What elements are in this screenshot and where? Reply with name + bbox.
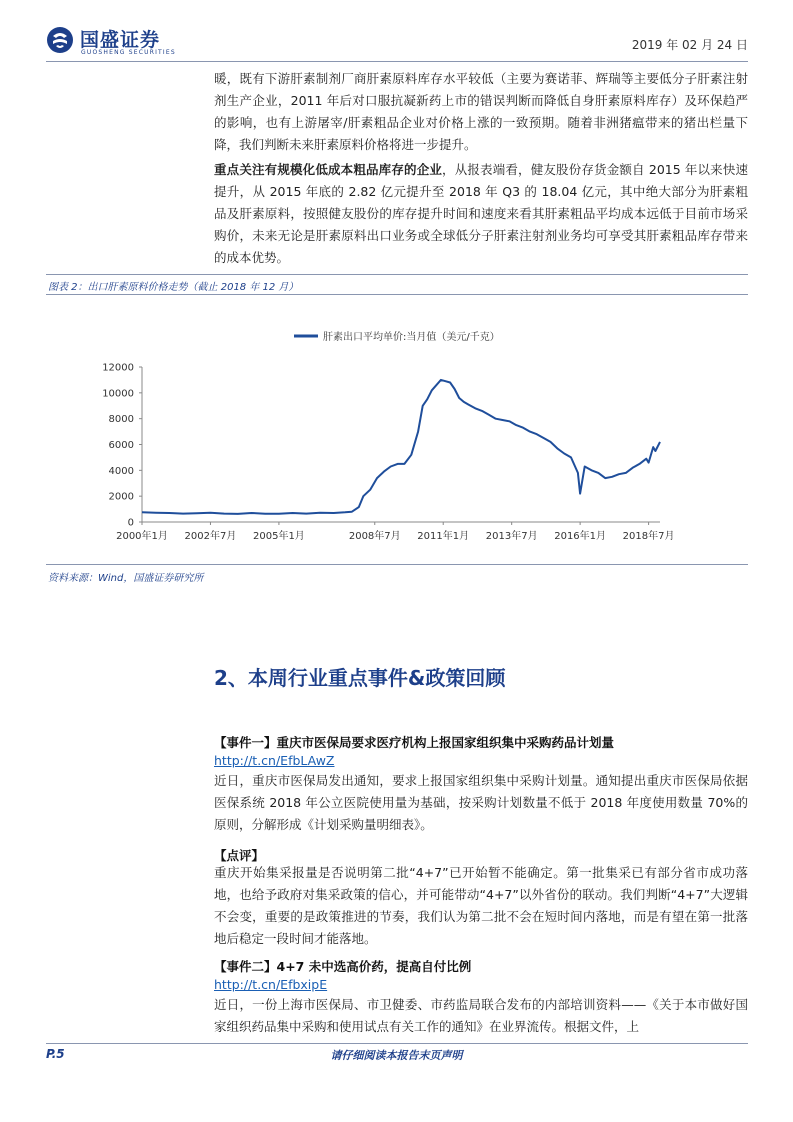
event-1-text: 近日，重庆市医保局发出通知，要求上报国家组织集中采购计划量。通知提出重庆市医保局依据医保系统 2018 年公立医院使用量为基础，按采购计划数量不低于 2018 年度使用数量 70%的原则，分解形成《计划采购量明细表》。 [214, 773, 748, 832]
figure-bottom-divider [46, 564, 748, 565]
figure-title: 图表 2：出口肝素原料价格走势（截止 2018 年 12 月） [48, 282, 299, 293]
logo-subtitle: GUOSHENG SECURITIES [81, 49, 176, 56]
y-tick-label: 0 [127, 517, 134, 529]
x-tick-label: 2013年7月 [485, 531, 538, 542]
paragraph-2-text: ，从报表端看，健友股份存货金额自 2015 年以来快速提升，从 2015 年底的 2.82 亿元提升至 2018 年 Q3 的 18.04 亿元，其中绝大部分为肝素粗品及肝素原料，按照健友股份的库存提升时间和速度来看其肝素粗品平均成本远低于目前市场采购价，未来无论是肝素原料出口业务或全球低分子肝素注射剂业务均可享受其肝素粗品库存带来的成本优势。 [214, 162, 748, 265]
header-divider [46, 61, 748, 62]
y-tick-label: 8000 [108, 414, 134, 426]
body-paragraph-1: 暖，既有下游肝素制剂厂商肝素原料库存水平较低（主要为赛诺菲、辉瑞等主要低分子肝素注射剂生产企业，2011 年后对口服抗凝新药上市的错误判断而降低自身肝素原料库存）及环保趋严的影响，也有上游屠宰/肝素粗品企业对价格上涨的一致预期。随着非洲猪瘟带来的猪出栏量下降，我们判断未来肝素原料价格将进一步提升。 [214, 71, 748, 152]
body-paragraph-2 [214, 159, 748, 269]
figure-source: 资料来源：Wind，国盛证券研究所 [48, 573, 204, 584]
y-tick-label: 2000 [108, 491, 134, 503]
y-tick-label: 12000 [102, 362, 134, 374]
figure-top-divider [46, 274, 748, 275]
chart-legend [294, 330, 500, 343]
legend-label: 肝素出口平均单价:当月值（美元/千克） [323, 332, 500, 343]
logo-name: 国盛证券 [80, 29, 161, 51]
paragraph-2-emphasis: 重点关注有规模化低成本粗品库存的企业 [214, 162, 443, 177]
event-1-link[interactable]: http://t.cn/EfbLAwZ [214, 753, 335, 768]
x-tick-label: 2008年7月 [348, 531, 401, 542]
y-tick-label: 4000 [108, 465, 134, 477]
section-title: 2、本周行业重点事件&政策回顾 [214, 666, 506, 690]
event-2-title: 【事件二】4+7 未中选高价药，提高自付比例 [214, 959, 472, 974]
x-tick-label: 2002年7月 [184, 531, 237, 542]
figure-title-divider [46, 294, 748, 295]
y-tick-label: 10000 [102, 388, 134, 400]
report-date: 2019 年 02 月 24 日 [631, 38, 748, 52]
x-tick-label: 2018年7月 [622, 531, 675, 542]
x-tick-label: 2005年1月 [253, 531, 305, 542]
footer-divider [46, 1043, 748, 1044]
report-header [46, 22, 748, 62]
footer-disclaimer: 请仔细阅读本报告末页声明 [330, 1049, 463, 1062]
chart-plot-area [142, 380, 660, 514]
comment-title: 【点评】 [214, 848, 265, 863]
x-tick-label: 2000年1月 [116, 531, 168, 542]
series-line [142, 380, 660, 514]
chart-axes [102, 363, 674, 543]
comment-text: 重庆开始集采报量是否说明第二批“4+7”已开始暂不能确定。第一批集采已有部分省市成功落地，也给予政府对集采政策的信心，并可能带动“4+7”以外省份的联动。我们判断“4+7”大逻辑不会变，重要的是政策推进的节奏，我们认为第二批不会在短时间内落地，而是有望在第一批落地后稳定一段时间才能落地。 [214, 865, 748, 946]
x-tick-label: 2016年1月 [554, 531, 607, 542]
x-tick-label: 2011年1月 [417, 531, 470, 542]
event-1-title: 【事件一】重庆市医保局要求医疗机构上报国家组织集中采购药品计划量 [214, 735, 615, 750]
event-2-text: 近日，一份上海市医保局、市卫健委、市药监局联合发布的内部培训资料——《关于本市做好国家组织药品集中采购和使用试点有关工作的通知》在业界流传。根据文件，上 [214, 997, 748, 1034]
company-logo-icon [46, 26, 74, 54]
page-number: P.5 [46, 1047, 65, 1061]
event-2-link[interactable]: http://t.cn/EfbxipE [214, 977, 328, 992]
y-tick-label: 6000 [108, 440, 134, 451]
heparin-price-chart [46, 297, 748, 563]
